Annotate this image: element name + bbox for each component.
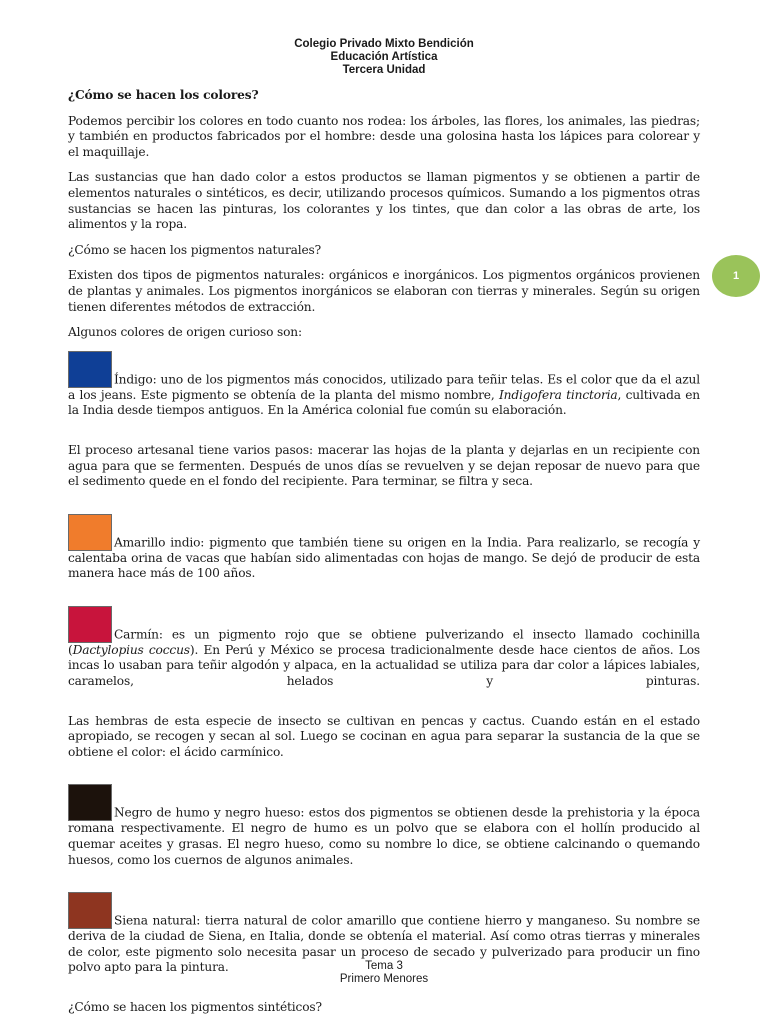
paragraph-proceso: El proceso artesanal tiene varios pasos: macerar las hojas de la planta y dejarlas en un recipiente con agua para que se fermenten. Después de unos días se revuelven y se dejan reposar de nuevo para que el sedimento quede en el fondo del recipiente. Para terminar, se filtra y seca. [68, 442, 700, 489]
unit-name: Tercera Unidad [342, 64, 426, 76]
pigment-negro [68, 784, 700, 868]
negro-text: Negro de humo y negro hueso: estos dos pigmentos se obtienen desde la prehistoria y la época romana respectivamente. El negro de humo es un polvo que se elabora con el hollín producido al quemar aceites y grasas. El negro hueso, como su nombre lo dice, se obtiene calcinando o quemando huesos, como los cuernos de algunos animales. [68, 805, 700, 867]
carmin-swatch [68, 606, 112, 643]
footer-tema: Tema 3 [365, 960, 403, 972]
paragraph-percibir: Podemos percibir los colores en todo cuanto nos rodea: los árboles, las flores, los animales, las piedras; y también en productos fabricados por el hombre: desde una golosina hasta los lápices para colorear y el maquillaje. [68, 113, 700, 159]
indigo-species: Indigofera tinctoria [498, 387, 618, 402]
page-number-badge: 1 [712, 255, 760, 297]
pigment-carmin [68, 606, 700, 690]
amarillo-text: Amarillo indio: pigmento que también tiene su origen en la India. Para realizarlo, se recogía y calentaba orina de vacas que habían sido alimentadas con hojas de mango. Se dejó de producir de esta manera hace más de 100 años. [68, 535, 700, 581]
document-footer [0, 960, 768, 986]
heading-colores: ¿Cómo se hacen los colores? [68, 88, 259, 102]
heading-sinteticos: ¿Cómo se hacen los pigmentos sintéticos? [68, 1000, 322, 1014]
pigment-amarillo [68, 514, 700, 582]
paragraph-hembras: Las hembras de esta especie de insecto se cultivan en pencas y cactus. Cuando están en el estado apropiado, se recogen y secan al sol. Luego se cocinan en agua para separar la sustancia de la que se obtiene el color: el ácido carmínico. [68, 713, 700, 759]
heading-naturales: ¿Cómo se hacen los pigmentos naturales? [68, 242, 322, 257]
pigment-indigo [68, 351, 700, 419]
paragraph-tipos: Existen dos tipos de pigmentos naturales: orgánicos e inorgánicos. Los pigmentos orgánicos provienen de plantas y animales. Los pigmentos inorgánicos se elaboran con tierras y minerales. Según su origen tienen diferentes métodos de extracción. [68, 268, 700, 314]
carmin-text-b: ). En Perú y México se procesa tradicionalmente desde hace cientos de años. Los incas lo usaban para teñir algodón y alpaca, en la actualidad se utiliza para dar color a lápices labiales, caramelos, helados y pinturas. [68, 642, 700, 689]
carmin-text-a: Carmín: es un pigmento rojo que se obtiene pulverizando el insecto llamado cochinilla ( [68, 627, 700, 657]
paragraph-curiosos: Algunos colores de origen curioso son: [68, 325, 302, 340]
document-header [0, 38, 768, 77]
subject-name: Educación Artística [330, 51, 438, 63]
footer-grupo: Primero Menores [339, 973, 429, 985]
carmin-species: Dactylopius coccus [72, 642, 190, 657]
negro-swatch [68, 784, 112, 821]
indigo-text-b: , cultivada en la India desde tiempos antiguos. En la América colonial fue común su elaboración. [68, 387, 701, 418]
siena-swatch [68, 892, 112, 929]
document-body [68, 88, 700, 1026]
indigo-swatch [68, 351, 112, 388]
school-name: Colegio Privado Mixto Bendición [294, 38, 474, 50]
amarillo-swatch [68, 514, 112, 551]
paragraph-sustancias: Las sustancias que han dado color a estos productos se llaman pigmentos y se obtienen a partir de elementos naturales o sintéticos, es decir, utilizando procesos químicos. Sumando a los pigmentos otras sustancias se hacen las pinturas, los colorantes y los tintes, que dan color a las obras de arte, los alimentos y la ropa. [68, 170, 700, 232]
indigo-text-a: Índigo: uno de los pigmentos más conocidos, utilizado para teñir telas. Es el color que da el azul a los jeans. Este pigmento se obtenía de la planta del mismo nombre, [68, 372, 700, 402]
siena-text: Siena natural: tierra natural de color amarillo que contiene hierro y manganeso. Su nombre se deriva de la ciudad de Siena, en Italia, donde se obtenía el material. Así como otras tierras y minerales de color, este pigmento solo necesita pasar un proceso de secado y pulverizado para producir un fino polvo apto para la pintura. [68, 913, 700, 975]
